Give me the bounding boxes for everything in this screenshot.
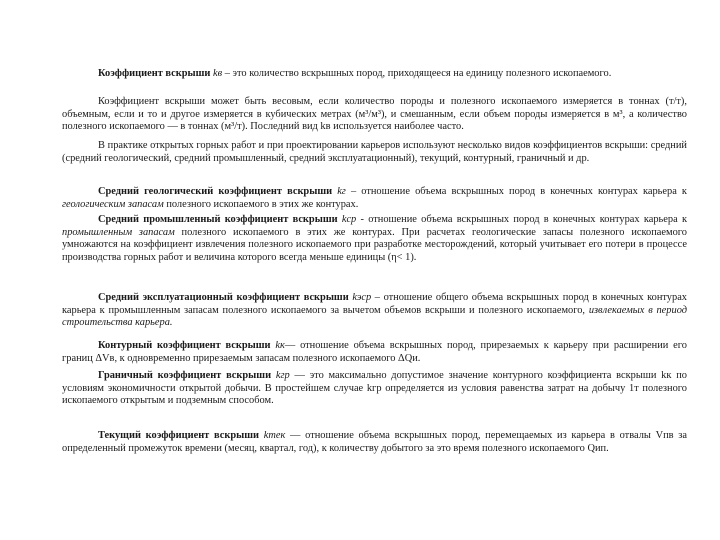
- geological-text-b: полезного ископаемого в этих же контурах.: [163, 198, 359, 210]
- ratio-types-text: Коэффициент вскрыши может быть весовым, если количество породы и полезного ископаемого измеряется в тоннах (т/т), объемным, если и то и другое измеряется в кубических метрах (м³/м³), и смешанным, если объем породы измеряется в м³, а количество полезного ископаемого — в тоннах (м³/т). Последний вид kв используется наиболее часто.: [62, 96, 687, 133]
- symbol-kv: kв: [213, 68, 223, 79]
- symbol-kgr: kгр: [275, 370, 290, 381]
- operational-italic: извлекаемых в период строительства карьера.: [62, 304, 688, 329]
- operational-text-a: – отношение общего объема вскрышных пород в конечных контурах карьера к промышленным запасам полезного ископаемого за вычетом объемов вскрыши и полезного ископаемого,: [62, 292, 687, 316]
- contour-text: — отношение объема вскрышных пород, прирезаемых к карьеру при расширении его границ ΔVв, к одновременно прирезаемым запасам полезного ископаемого ΔQи.: [62, 340, 687, 364]
- paragraph-industrial: [62, 214, 687, 264]
- term-contour: Контурный коэффициент вскрыши: [98, 340, 271, 351]
- paragraph-current: [62, 430, 687, 455]
- paragraph-practice: [62, 140, 687, 165]
- definition-text: – это количество вскрышных пород, приходящееся на единицу полезного ископаемого.: [222, 68, 612, 79]
- symbol-kk: kк: [275, 340, 285, 351]
- term-boundary: Граничный коэффициент вскрыши: [98, 370, 272, 381]
- symbol-kesr: kэср: [352, 292, 372, 303]
- symbol-ktek: kтек: [263, 430, 286, 441]
- current-text: — отношение объема вскрышных пород, перемещаемых из карьера в отвалы Vпв за определенный промежуток времени (месяц, квартал, год), к количеству добытого за это время полезного ископаемого Qип.: [62, 430, 687, 454]
- paragraph-operational: [62, 292, 687, 330]
- paragraph-geological: [62, 186, 687, 211]
- term-stripping-ratio: Коэффициент вскрыши: [98, 68, 211, 79]
- term-current: Текущий коэффициент вскрыши: [98, 430, 259, 441]
- paragraph-definition: [62, 68, 687, 81]
- geological-italic: геологическим запасам: [62, 198, 164, 210]
- paragraph-ratio-types: [62, 96, 687, 134]
- term-operational: Средний эксплуатационный коэффициент вскрыши: [98, 292, 349, 303]
- boundary-text: — это максимально допустимое значение контурного коэффициента вскрыши kк по условиям экономичности открытой добычи. В простейшем случае kгр определяется из условия равенства затрат на добычу 1т полезного ископаемого открытым и подземным способом.: [62, 370, 687, 407]
- practice-text: В практике открытых горных работ и при проектировании карьеров используют несколько видов коэффициентов вскрыши: средний (средний геологический, средний промышленный, средний эксплуатационный), текущий, контурный, граничный и др.: [62, 140, 687, 164]
- paragraph-boundary: [62, 370, 687, 408]
- term-geological: Средний геологический коэффициент вскрыши: [98, 186, 333, 197]
- symbol-kg: kг: [337, 186, 346, 197]
- geological-text-a: – отношение объема вскрышных пород в конечных контурах карьера к: [345, 186, 687, 197]
- paragraph-contour: [62, 340, 687, 365]
- industrial-italic: промышленным запасам: [62, 226, 175, 238]
- industrial-text-b: полезного ископаемого в этих же контурах. При расчетах геологические запасы полезного ископаемого умножаются на коэффициент извлечения полезного ископаемого при разработке месторождений, который учитывает его потери в процессе производства горных работ и величина которого всегда меньше единицы (η< 1).: [62, 226, 687, 263]
- symbol-ksr: kср: [341, 214, 357, 225]
- term-industrial: Средний промышленный коэффициент вскрыши: [98, 214, 338, 225]
- industrial-text-a: - отношение объема вскрышных пород в конечных контурах карьера к: [356, 214, 687, 225]
